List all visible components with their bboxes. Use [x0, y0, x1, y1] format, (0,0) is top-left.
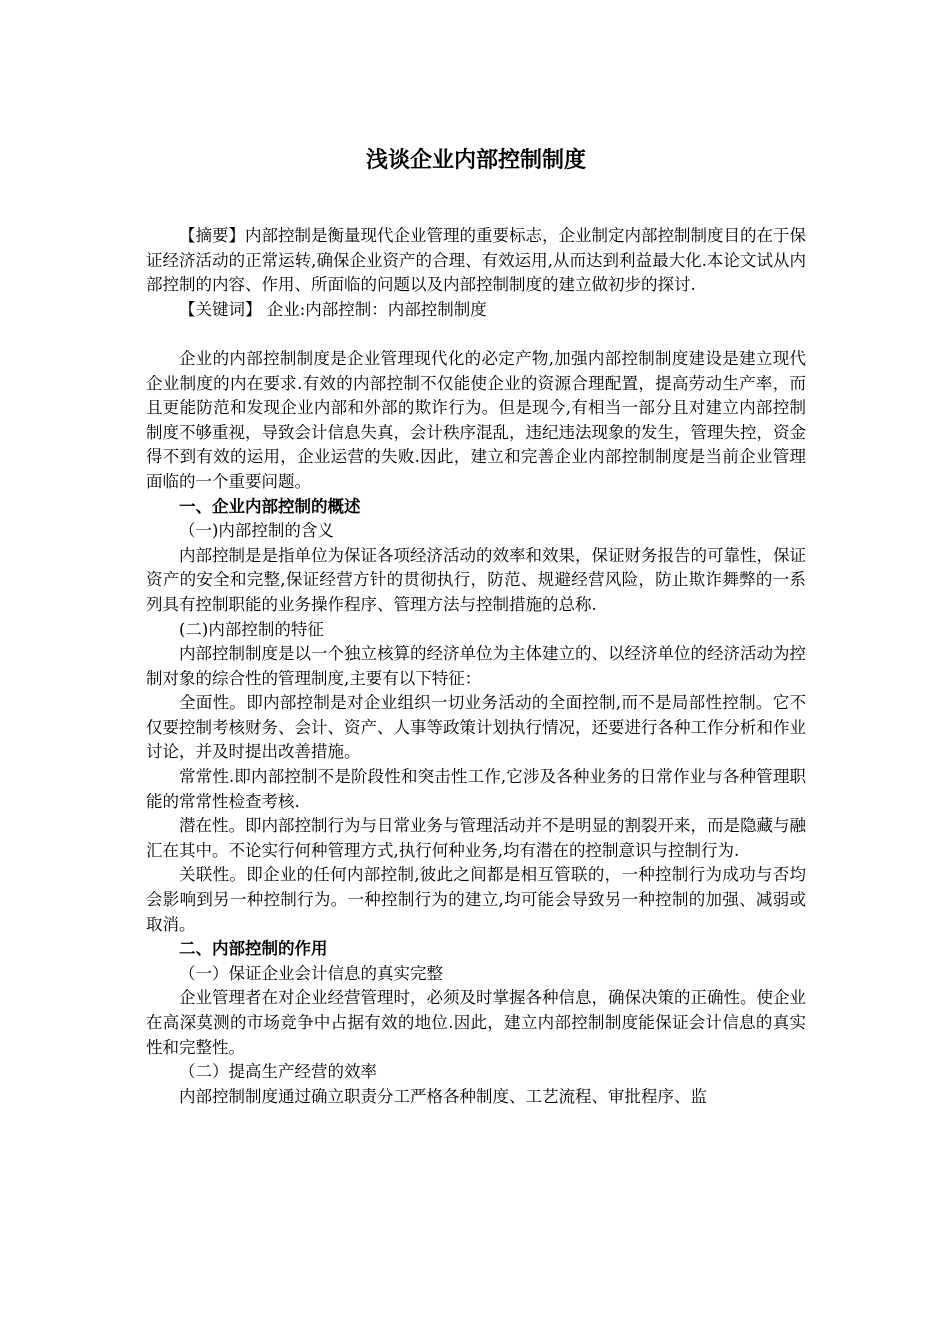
subsection-heading: （一)内部控制的含义 — [179, 521, 334, 541]
document-body — [146, 224, 806, 1109]
body-paragraph: 内部控制是是指单位为保证各项经济活动的效率和效果，保证财务报告的可靠性，保证资产的安全和完整,保证经营方针的贯彻执行，防范、规避经营风险，防止欺诈舞弊的一系列具有控制职能的业务操作程序、管理方法与控制措施的总称. — [146, 545, 806, 614]
feature-paragraph: 关联性。即企业的任何内部控制,彼此之间都是相互管联的，一种控制行为成功与否均会影响到另一种控制行为。一种控制行为的建立,均可能会导致另一种控制的加强、减弱或取消。 — [146, 865, 806, 934]
section-heading: 二、内部控制的作用 — [179, 939, 328, 959]
subsection-heading: （二）提高生产经营的效率 — [179, 1062, 377, 1082]
subsection-heading: (二)内部控制的特征 — [179, 619, 324, 639]
blank-line — [146, 322, 806, 347]
subsection-heading: （一）保证企业会计信息的真实完整 — [179, 963, 443, 983]
body-paragraph: 企业管理者在对企业经营管理时，必须及时掌握各种信息，确保决策的正确性。使企业在高深莫测的市场竞争中占据有效的地位.因此，建立内部控制制度能保证会计信息的真实性和完整性。 — [146, 988, 806, 1057]
document-title: 浅谈企业内部控制制度 — [365, 148, 586, 173]
body-paragraph: 内部控制制度是以一个独立核算的经济单位为主体建立的、以经济单位的经济活动为控制对象的综合性的管理制度,主要有以下特征： — [146, 644, 806, 688]
section-heading: 一、企业内部控制的概述 — [179, 496, 361, 516]
feature-paragraph: 全面性。即内部控制是对企业组织一切业务活动的全面控制,而不是局部性控制。它不仅要控制考核财务、会计、资产、人事等政策计划执行情况，还要进行各种工作分析和作业讨论，并及时提出改善措施。 — [146, 693, 806, 762]
feature-paragraph: 潜在性。即内部控制行为与日常业务与管理活动并不是明显的割裂开来，而是隐藏与融汇在其中。不论实行何种管理方式,执行何种业务,均有潜在的控制意识与控制行为. — [146, 816, 806, 860]
body-paragraph: 内部控制制度通过确立职责分工严格各种制度、工艺流程、审批程序、监 — [179, 1086, 707, 1106]
abstract-paragraph: 【摘要】内部控制是衡量现代企业管理的重要标志，企业制定内部控制制度目的在于保证经济活动的正常运转,确保企业资产的合理、有效运用,从而达到利益最大化.本论文试从内部控制的内容、作用、所面临的问题以及内部控制制度的建立做初步的探讨. — [146, 226, 806, 295]
intro-paragraph: 企业的内部控制制度是企业管理现代化的必定产物,加强内部控制制度建设是建立现代企业制度的内在要求.有效的内部控制不仅能使企业的资源合理配置，提高劳动生产率，而且更能防范和发现企业内部和外部的欺诈行为。但是现今,有相当一部分且对建立内部控制制度不够重视，导致会计信息失真，会计秩序混乱，违纪违法现象的发生，管理失控，资金得不到有效的运用，企业运营的失败.因此，建立和完善企业内部控制制度是当前企业管理面临的一个重要问题。 — [146, 348, 806, 491]
feature-paragraph: 常常性.即内部控制不是阶段性和突击性工作,它涉及各种业务的日常作业与各种管理职能的常常性检查考核. — [146, 767, 806, 811]
keywords-paragraph: 【关键词】 企业:内部控制：内部控制制度 — [179, 299, 487, 319]
